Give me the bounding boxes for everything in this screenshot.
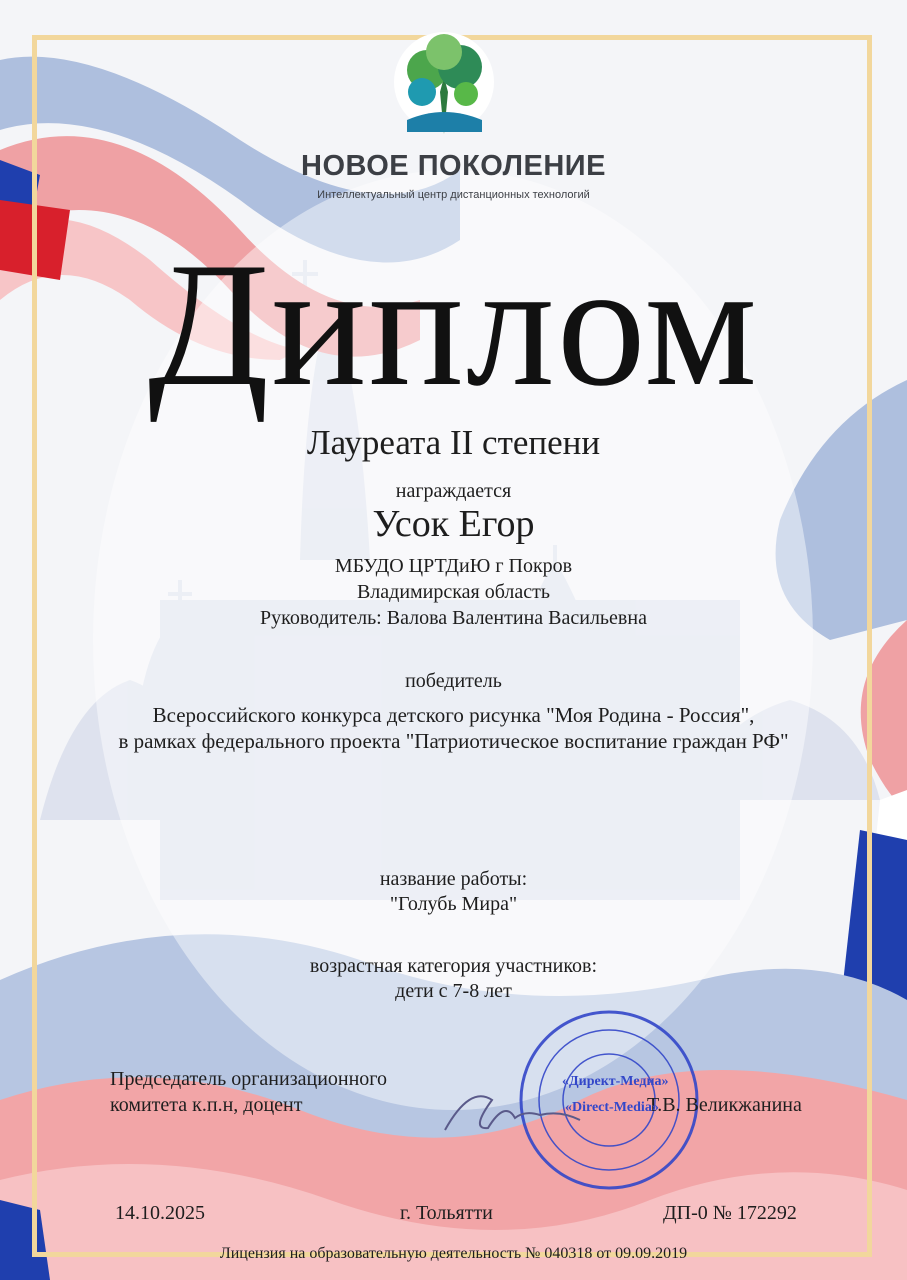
brand-subtitle: Интеллектуальный центр дистанционных технологий [317,189,590,201]
result-label: победитель [405,670,502,692]
tree-logo [392,22,496,140]
contest-line-2: в рамках федерального проекта "Патриотическое воспитание граждан РФ" [118,729,789,753]
stamp-line-2: «Direct-Media» [565,1100,659,1115]
work-label: название работы: [379,868,528,890]
work-title: "Голубь Мира" [389,893,518,915]
stamp-line-1: «Директ-Медиа» [562,1074,669,1089]
awarded-label: награждается [395,480,512,502]
brand-name: НОВОЕ ПОКОЛЕНИЕ [301,150,606,182]
issue-city: г. Тольятти [400,1202,493,1224]
issue-date: 14.10.2025 [115,1202,205,1224]
supervisor: Руководитель: Валова Валентина Васильевна [260,607,647,629]
signatory-name: Т.В. Великжанина [647,1094,802,1116]
recipient-name: Усок Егор [372,503,535,545]
contest-line-1: Всероссийского конкурса детского рисунка "Моя Родина - Россия", [152,703,755,727]
diploma-title: Диплом [147,225,759,423]
region: Владимирская область [356,581,551,603]
age-value: дети с 7-8 лет [395,980,512,1002]
institution: МБУДО ЦРТДиЮ г Покров [334,555,573,577]
signatory-position-1: Председатель организационного [110,1068,388,1090]
diploma-number: ДП-0 № 172292 [663,1202,797,1224]
signatory-position-2: комитета к.п.н, доцент [110,1094,303,1116]
degree-label: Лауреата II степени [306,423,601,462]
license-text: Лицензия на образовательную деятельность № 040318 от 09.09.2019 [219,1245,688,1262]
age-label: возрастная категория участников: [309,955,598,977]
